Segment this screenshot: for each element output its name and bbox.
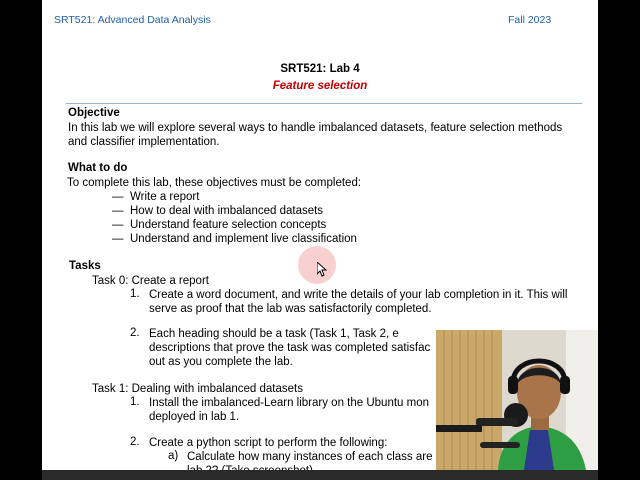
task0-title: Task 0: Create a report xyxy=(92,275,209,287)
task1-step1-line-1: Install the imbalanced-Learn library on the Ubuntu mon xyxy=(149,397,429,409)
video-bottom-strip xyxy=(42,470,598,480)
tasks-heading: Tasks xyxy=(69,260,101,272)
objective-line-2: and classifier implementation. xyxy=(68,136,220,148)
bullet-dash: — xyxy=(112,205,124,217)
objective-line-1: In this lab we will explore several ways to handle imbalanced datasets, feature selection methods xyxy=(68,122,563,134)
objective-item-1: Write a report xyxy=(130,191,200,203)
task0-step2-line-1: Each heading should be a task (Task 1, Task 2, e xyxy=(149,328,399,340)
task1-title: Task 1: Dealing with imbalanced datasets xyxy=(92,383,303,395)
task0-step2-number: 2. xyxy=(130,327,140,339)
task0-step2-line-3: out as you complete the lab. xyxy=(149,356,293,368)
task0-step1-line-1: Create a word document, and write the details of your lab completion in it. This will xyxy=(149,289,568,301)
title-divider xyxy=(66,103,582,104)
mouse-cursor-icon xyxy=(317,262,327,282)
what-to-do-intro: To complete this lab, these objectives must be completed: xyxy=(67,177,362,189)
objective-item-4: Understand and implement live classification xyxy=(130,233,357,245)
task0-step1-line-2: serve as proof that the lab was satisfactorily completed. xyxy=(149,303,432,315)
term-header: Fall 2023 xyxy=(508,14,552,26)
task1-substep-label: a) xyxy=(168,450,179,462)
task1-substep-line-1: Calculate how many instances of each class are xyxy=(187,451,433,463)
objective-heading: Objective xyxy=(68,107,120,119)
what-to-do-heading: What to do xyxy=(68,162,128,174)
lab-subtitle: Feature selection xyxy=(272,80,368,92)
task1-step2-number: 2. xyxy=(130,436,140,448)
bullet-dash: — xyxy=(112,191,124,203)
objective-item-2: How to deal with imbalanced datasets xyxy=(130,205,324,217)
task0-step2-line-2: descriptions that prove the task was completed satisfac xyxy=(149,342,431,354)
objective-item-3: Understand feature selection concepts xyxy=(130,219,327,231)
task0-step1-number: 1. xyxy=(130,288,140,300)
presenter-webcam-overlay xyxy=(436,330,598,470)
bullet-dash: — xyxy=(112,233,124,245)
task1-step1-number: 1. xyxy=(130,396,140,408)
task1-step2-line-1: Create a python script to perform the following: xyxy=(149,437,388,449)
bullet-dash: — xyxy=(112,219,124,231)
course-header: SRT521: Advanced Data Analysis xyxy=(54,14,211,26)
task1-step1-line-2: deployed in lab 1. xyxy=(149,411,240,423)
lab-title: SRT521: Lab 4 xyxy=(280,63,360,75)
